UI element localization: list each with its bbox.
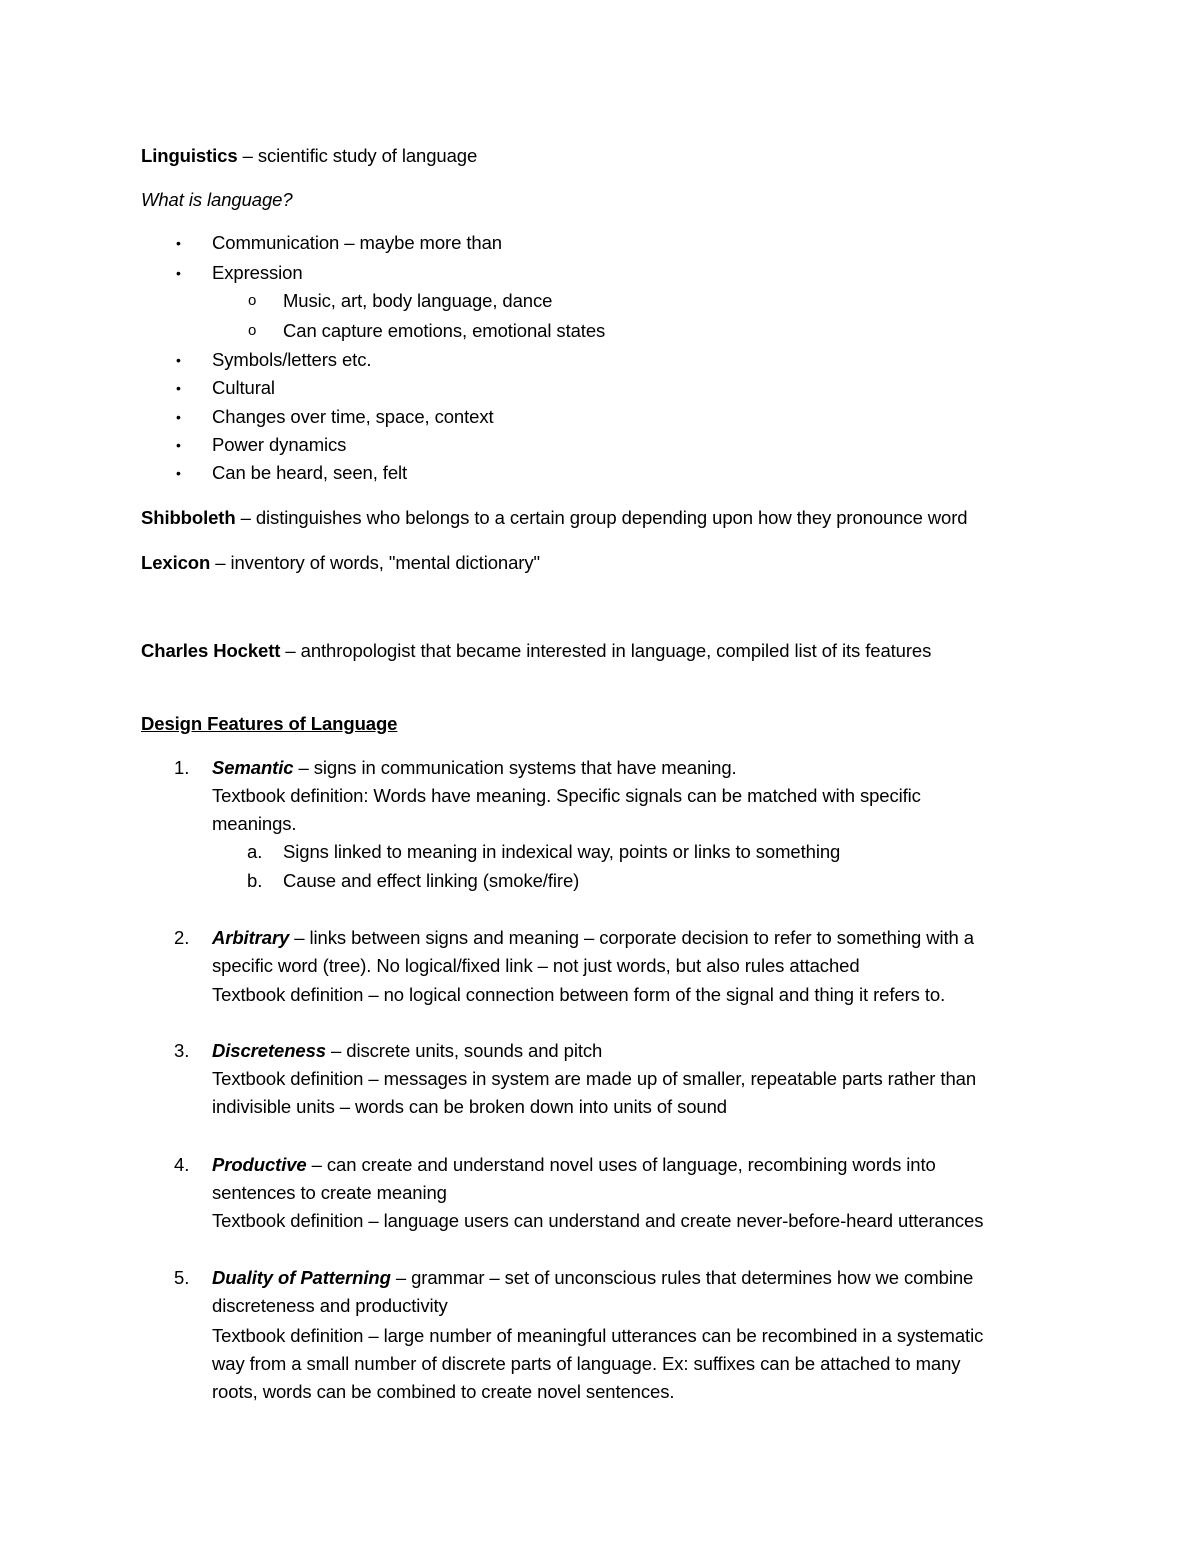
bullet-glyph: • — [176, 380, 181, 396]
feature-line: discreteness and productivity — [212, 1295, 448, 1316]
shibboleth-def: – distinguishes who belongs to a certain group depending upon how they pronounce word — [235, 507, 968, 528]
sub-list-letter: a. — [247, 841, 263, 862]
list-item-communication: Communication – maybe more than — [212, 232, 502, 253]
sub-list-item-emotions: Can capture emotions, emotional states — [283, 320, 606, 341]
feature-discreteness — [212, 1040, 602, 1062]
feature-arbitrary — [212, 927, 974, 949]
list-item-power: Power dynamics — [212, 434, 347, 455]
feature-line: Textbook definition – language users can understand and create never-before-heard utterances — [212, 1210, 984, 1231]
bullet-glyph: • — [176, 265, 181, 281]
list-number: 2. — [174, 927, 190, 948]
feature-line: roots, words can be combined to create novel sentences. — [212, 1381, 675, 1402]
sub-list-letter: b. — [247, 870, 263, 891]
feature-line: – can create and understand novel uses of language, recombining words into — [306, 1154, 936, 1175]
sub-list-item-music: Music, art, body language, dance — [283, 290, 553, 311]
feature-term: Semantic — [212, 757, 294, 778]
list-number: 3. — [174, 1040, 190, 1061]
lexicon-term: Lexicon — [141, 552, 211, 573]
shibboleth-definition — [141, 507, 968, 529]
list-item-expression: Expression — [212, 262, 303, 283]
bullet-glyph: • — [176, 352, 181, 368]
sub-bullet-glyph: o — [248, 292, 257, 309]
linguistics-def: – scientific study of language — [237, 145, 478, 166]
feature-line: – signs in communication systems that have meaning. — [293, 757, 737, 778]
feature-line: Textbook definition – no logical connection between form of the signal and thing it refers to. — [212, 984, 946, 1005]
feature-term: Discreteness — [212, 1040, 326, 1061]
question-heading: What is language? — [141, 189, 293, 210]
linguistics-definition — [141, 145, 477, 167]
bullet-glyph: • — [176, 465, 181, 481]
sub-list-item: Signs linked to meaning in indexical way, points or links to something — [283, 841, 841, 862]
feature-term: Arbitrary — [212, 927, 290, 948]
feature-line: Textbook definition – large number of meaningful utterances can be recombined in a systematic — [212, 1325, 984, 1346]
feature-line: Textbook definition – messages in system are made up of smaller, repeatable parts rather than — [212, 1068, 977, 1089]
list-number: 4. — [174, 1154, 190, 1175]
feature-line: – discrete units, sounds and pitch — [325, 1040, 603, 1061]
linguistics-term: Linguistics — [141, 145, 238, 166]
sub-bullet-glyph: o — [248, 322, 257, 339]
feature-term: Duality of Patterning — [212, 1267, 391, 1288]
sub-list-item: Cause and effect linking (smoke/fire) — [283, 870, 580, 891]
feature-line: meanings. — [212, 813, 297, 834]
feature-productive — [212, 1154, 936, 1176]
feature-line: sentences to create meaning — [212, 1182, 447, 1203]
list-number: 5. — [174, 1267, 190, 1288]
hockett-definition — [141, 640, 931, 662]
feature-line: indivisible units – words can be broken down into units of sound — [212, 1096, 727, 1117]
lexicon-definition — [141, 552, 540, 574]
list-item-cultural: Cultural — [212, 377, 275, 398]
feature-semantic — [212, 757, 737, 779]
feature-line: – grammar – set of unconscious rules that determines how we combine — [390, 1267, 974, 1288]
bullet-glyph: • — [176, 409, 181, 425]
feature-line: Textbook definition: Words have meaning. Specific signals can be matched with specific — [212, 785, 921, 806]
list-item-changes: Changes over time, space, context — [212, 406, 494, 427]
bullet-glyph: • — [176, 235, 181, 251]
bullet-glyph: • — [176, 437, 181, 453]
hockett-def: – anthropologist that became interested in language, compiled list of its features — [280, 640, 932, 661]
shibboleth-term: Shibboleth — [141, 507, 236, 528]
lexicon-def: – inventory of words, "mental dictionary" — [210, 552, 540, 573]
list-item-symbols: Symbols/letters etc. — [212, 349, 372, 370]
feature-term: Productive — [212, 1154, 307, 1175]
list-number: 1. — [174, 757, 190, 778]
feature-line: specific word (tree). No logical/fixed link – not just words, but also rules attached — [212, 955, 860, 976]
feature-line: way from a small number of discrete parts of language. Ex: suffixes can be attached to many — [212, 1353, 961, 1374]
list-item-heard: Can be heard, seen, felt — [212, 462, 408, 483]
feature-duality — [212, 1267, 973, 1289]
hockett-term: Charles Hockett — [141, 640, 281, 661]
section-heading: Design Features of Language — [141, 713, 398, 734]
feature-line: – links between signs and meaning – corporate decision to refer to something with a — [289, 927, 974, 948]
